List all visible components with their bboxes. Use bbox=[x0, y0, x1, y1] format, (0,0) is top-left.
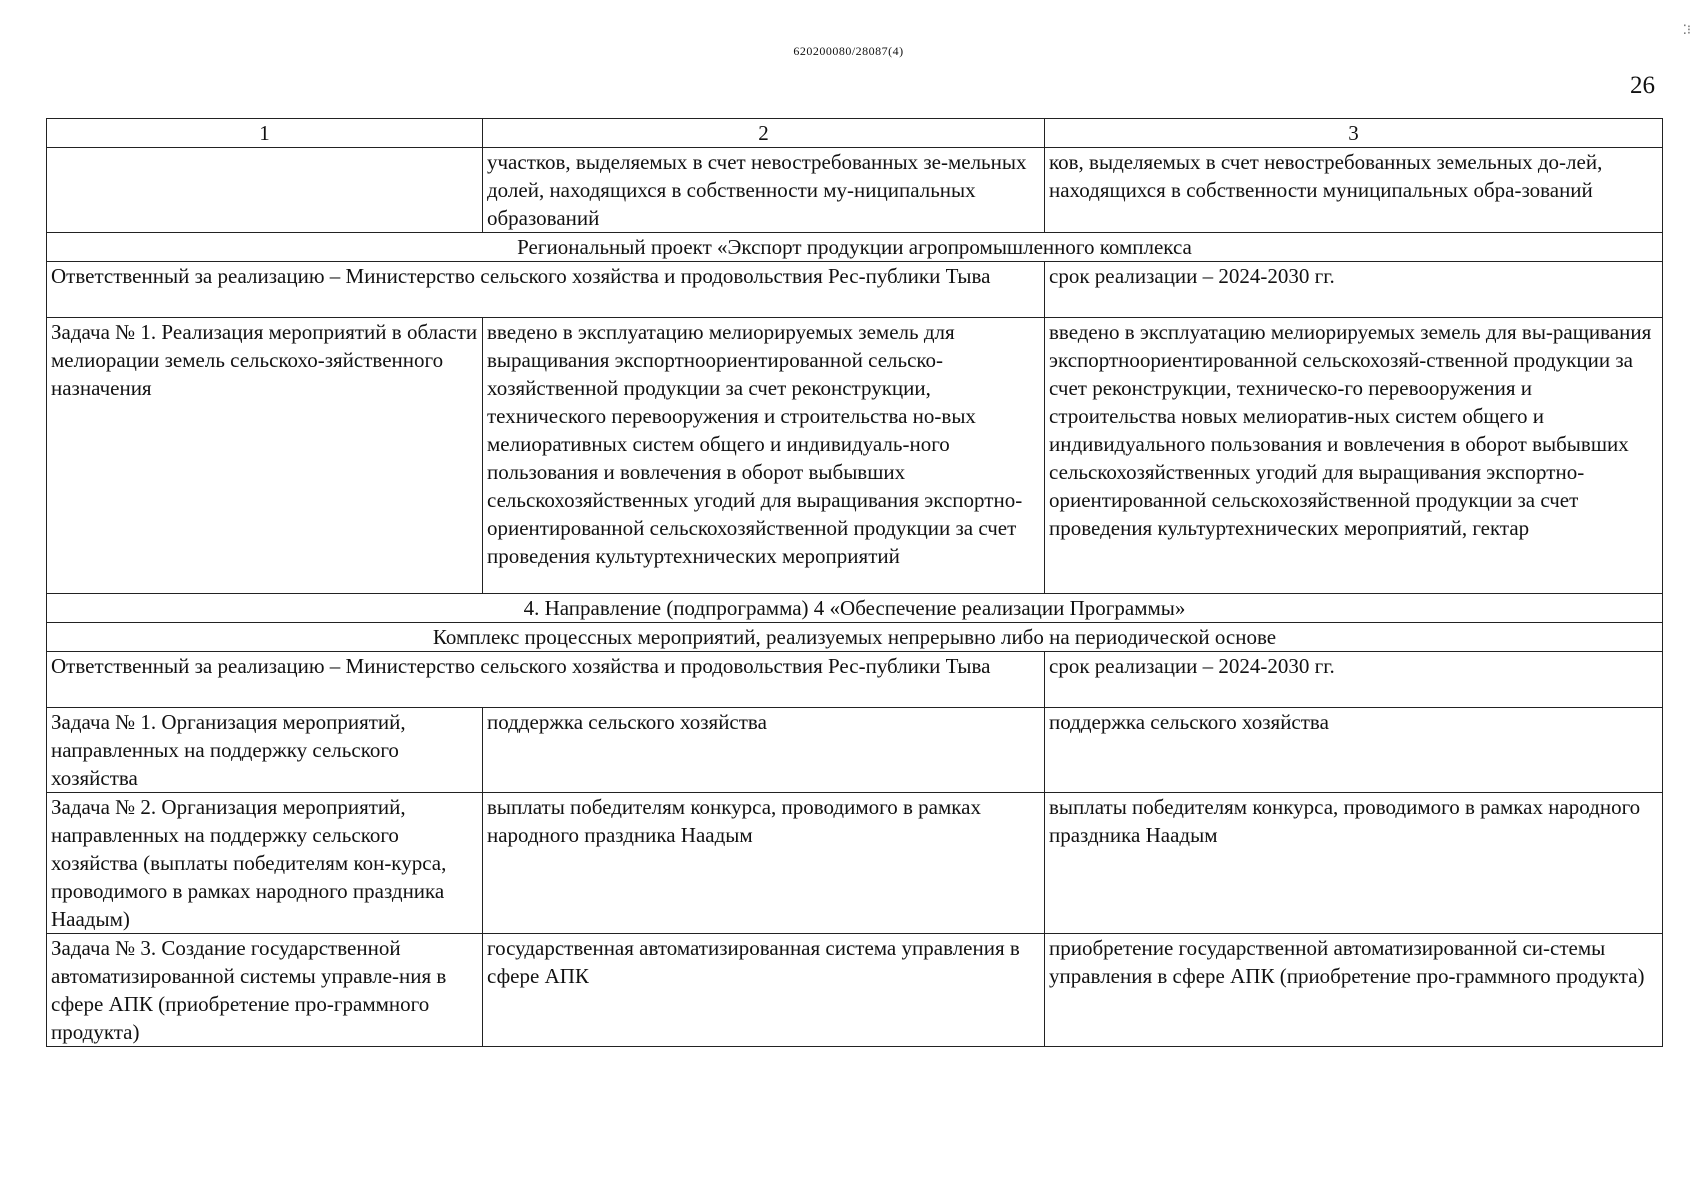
task-cell: Задача № 1. Реализация мероприятий в области мелиорации земель сельскохо-зяйственного назначения bbox=[47, 318, 483, 594]
effect-cell: государственная автоматизированная система управления в сфере АПК bbox=[483, 934, 1045, 1047]
section-title-row bbox=[47, 594, 1663, 623]
column-header-2: 2 bbox=[483, 119, 1045, 148]
section-subtitle-row bbox=[47, 623, 1663, 652]
page-number: 26 bbox=[1630, 72, 1655, 99]
effect-cell: введено в эксплуатацию мелиорируемых земель для выращивания экспортноориентированной сельско-хозяйственной продукции за счет реконструкции, технического перевооружения и строительства но-вых мелиоративных систем общего и индивидуаль-ного пользования и вовлечения в оборот выбывших сельскохозяйственных угодий для выращивания экспортно-ориентированной сельскохозяйственной продукции за счет проведения культуртехнических мероприятий bbox=[483, 318, 1045, 594]
task-cell: Задача № 2. Организация мероприятий, направленных на поддержку сельского хозяйства (выплаты победителям кон-курса, проводимого в рамках народного праздника Наадым) bbox=[47, 793, 483, 934]
table-header-row bbox=[47, 119, 1663, 148]
table-cell: участков, выделяемых в счет невостребованных зе-мельных долей, находящихся в собственности му-ниципальных образований bbox=[483, 148, 1045, 233]
table-row bbox=[47, 793, 1663, 934]
responsible-cell: Ответственный за реализацию – Министерство сельского хозяйства и продовольствия Рес-публики Тыва bbox=[47, 652, 1045, 708]
table-row bbox=[47, 934, 1663, 1047]
indicator-cell: поддержка сельского хозяйства bbox=[1045, 708, 1663, 793]
column-header-1: 1 bbox=[47, 119, 483, 148]
responsible-row bbox=[47, 262, 1663, 318]
term-cell: срок реализации – 2024-2030 гг. bbox=[1045, 262, 1663, 318]
effect-cell: поддержка сельского хозяйства bbox=[483, 708, 1045, 793]
responsible-cell: Ответственный за реализацию – Министерство сельского хозяйства и продовольствия Рес-публики Тыва bbox=[47, 262, 1045, 318]
column-header-3: 3 bbox=[1045, 119, 1663, 148]
indicator-cell: введено в эксплуатацию мелиорируемых земель для вы-ращивания экспортноориентированной сельскохозяй-ственной продукции за счет реконструкции, техническо-го перевооружения и строительства новых мелиоратив-ных систем общего и индивидуального пользования и вовлечения в оборот выбывших сельскохозяйственных угодий для выращивания экспортно-ориентированной сельскохозяйственной продукции за счет проведения культуртехнических мероприятий, гектар bbox=[1045, 318, 1663, 594]
term-cell: срок реализации – 2024-2030 гг. bbox=[1045, 652, 1663, 708]
section-title: Региональный проект «Экспорт продукции агропромышленного комплекса bbox=[47, 233, 1663, 262]
document-code: 620200080/28087(4) bbox=[793, 44, 904, 58]
section-subtitle: Комплекс процессных мероприятий, реализуемых непрерывно либо на периодической основе bbox=[47, 623, 1663, 652]
table-row bbox=[47, 148, 1663, 233]
section-title: 4. Направление (подпрограмма) 4 «Обеспечение реализации Программы» bbox=[47, 594, 1663, 623]
indicator-cell: выплаты победителям конкурса, проводимого в рамках народного праздника Наадым bbox=[1045, 793, 1663, 934]
table-cell: ков, выделяемых в счет невостребованных земельных до-лей, находящихся в собственности муниципальных обра-зований bbox=[1045, 148, 1663, 233]
section-title-row bbox=[47, 233, 1663, 262]
task-cell: Задача № 1. Организация мероприятий, направленных на поддержку сельского хозяйства bbox=[47, 708, 483, 793]
table-row bbox=[47, 318, 1663, 594]
indicator-cell: приобретение государственной автоматизированной си-стемы управления в сфере АПК (приобретение про-граммного продукта) bbox=[1045, 934, 1663, 1047]
table-cell bbox=[47, 148, 483, 233]
scan-mark: ⁚⁝ bbox=[1682, 22, 1691, 37]
effect-cell: выплаты победителям конкурса, проводимого в рамках народного праздника Наадым bbox=[483, 793, 1045, 934]
task-cell: Задача № 3. Создание государственной автоматизированной системы управле-ния в сфере АПК (приобретение про-граммного продукта) bbox=[47, 934, 483, 1047]
program-table bbox=[46, 118, 1663, 1047]
responsible-row bbox=[47, 652, 1663, 708]
table-row bbox=[47, 708, 1663, 793]
